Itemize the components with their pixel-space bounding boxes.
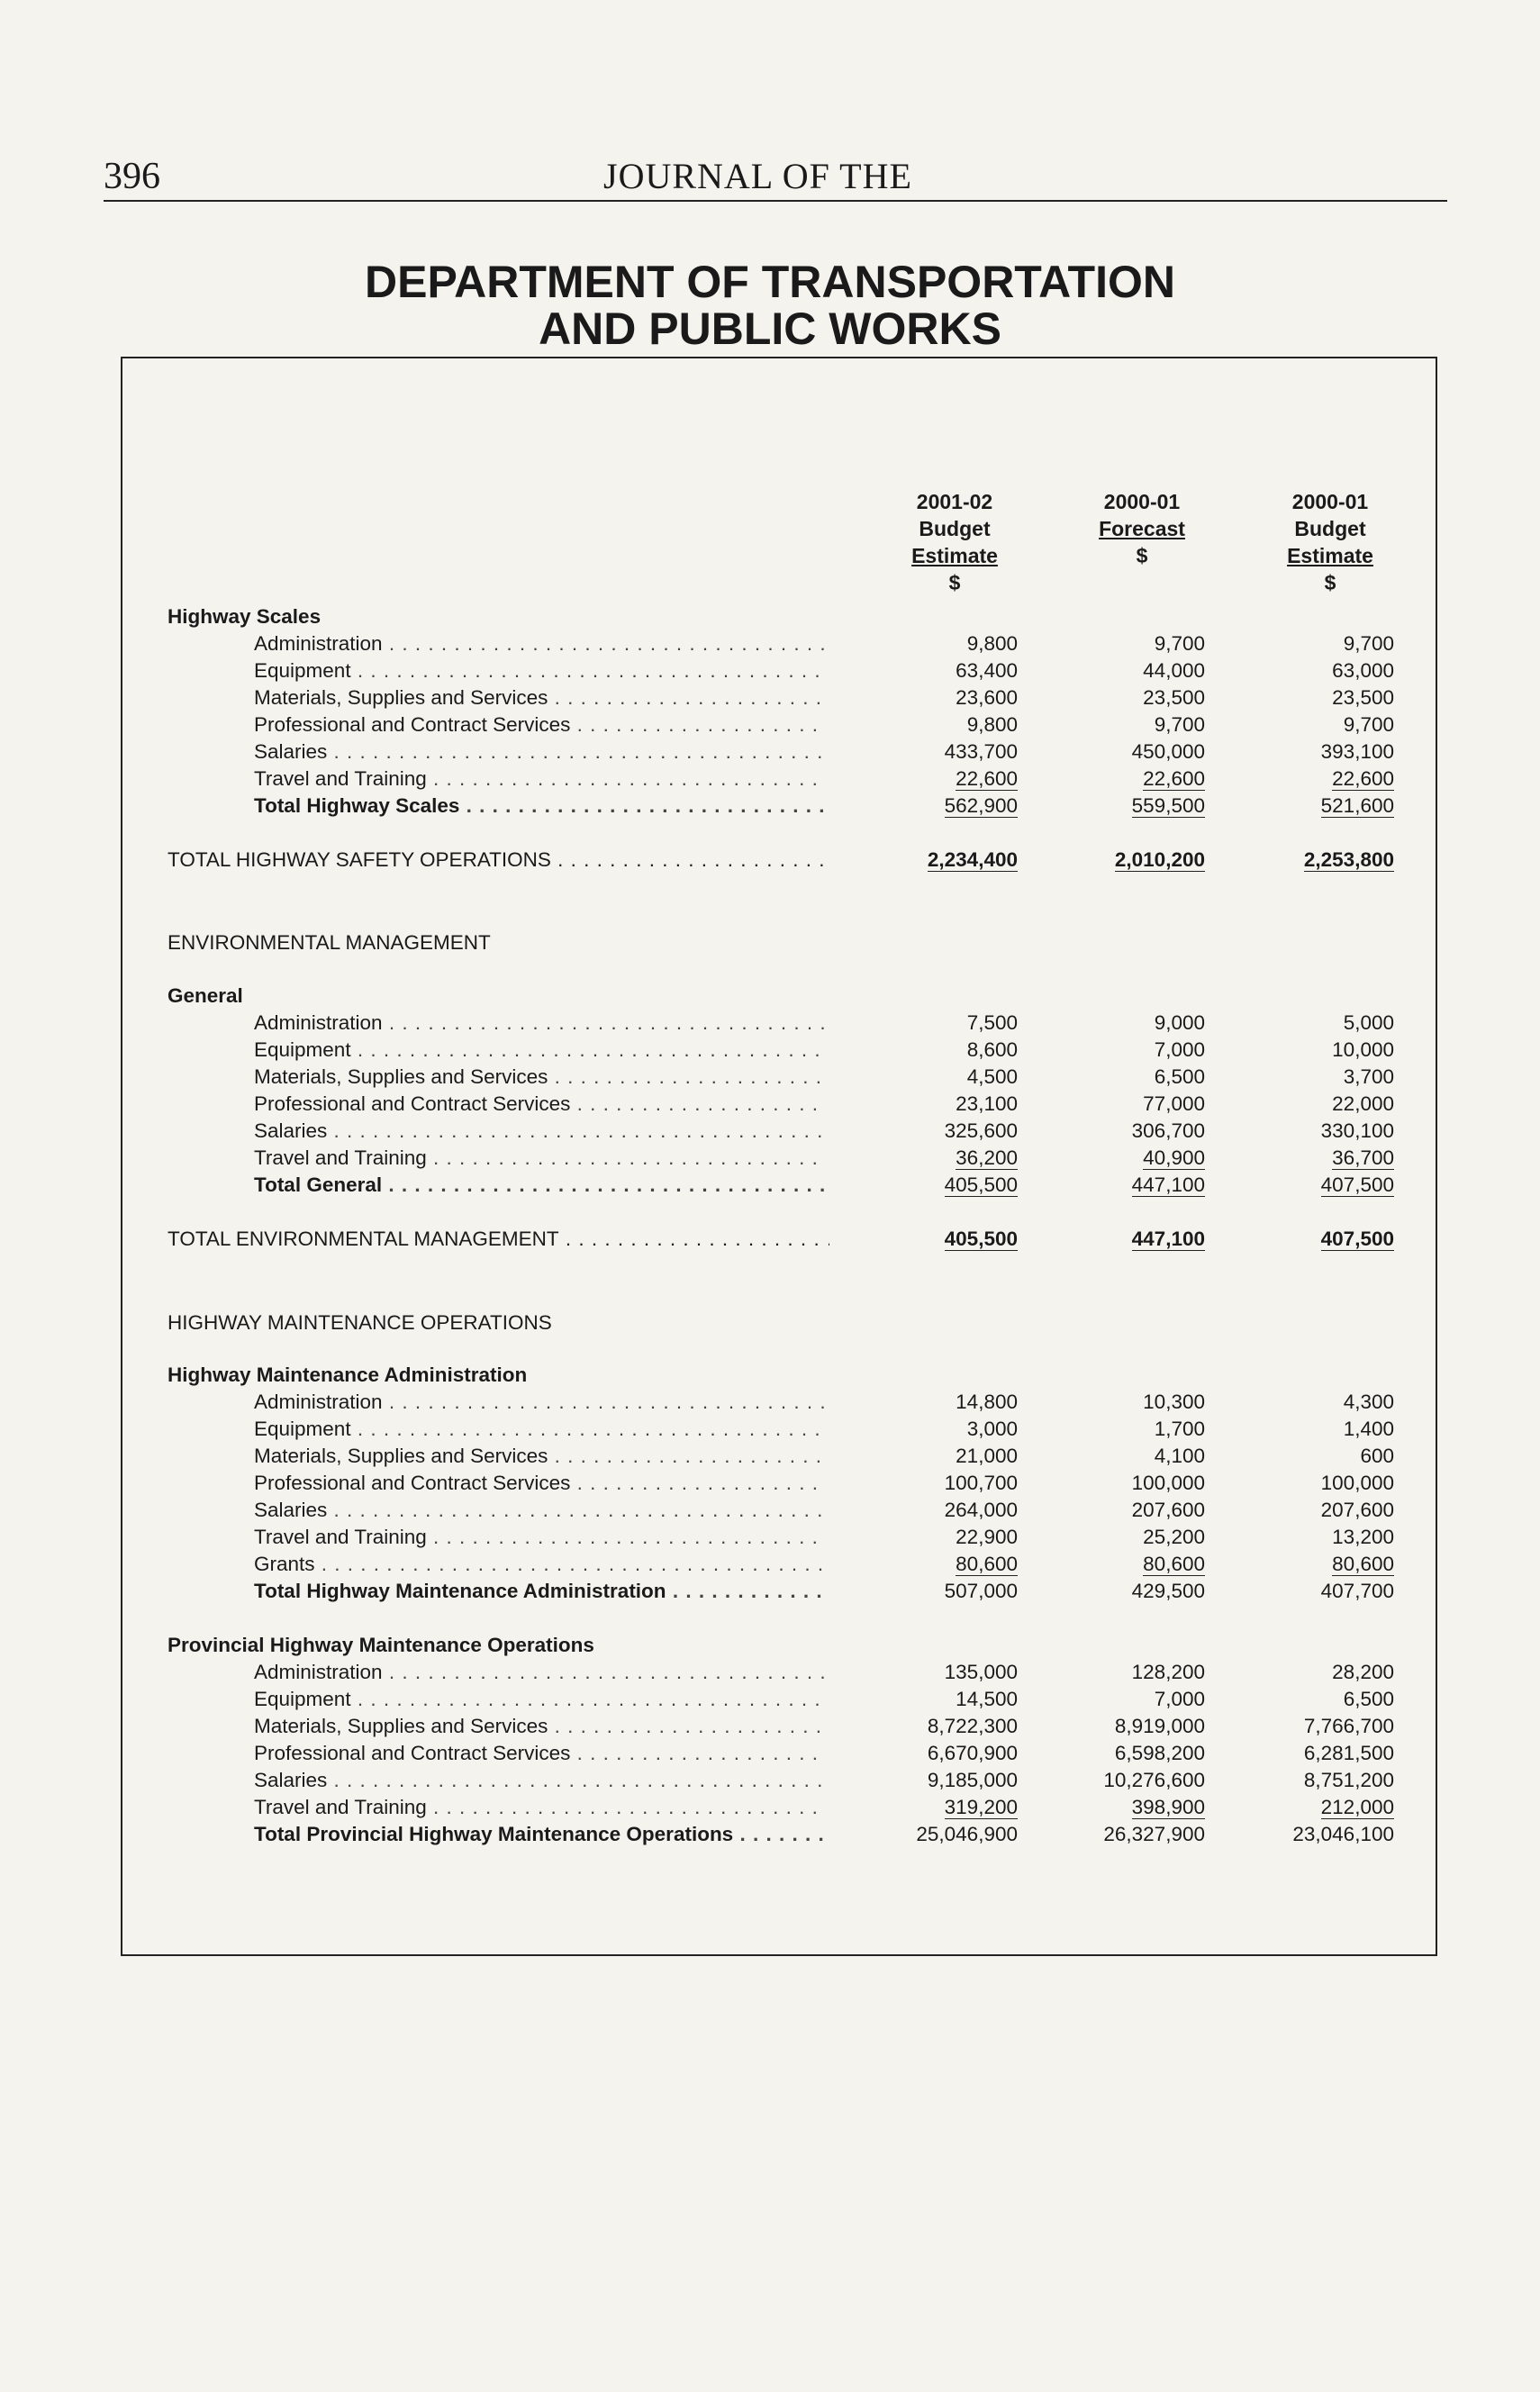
value-cell: 80,600: [1143, 1553, 1205, 1575]
row-label: Total Highway Scales . . .: [254, 793, 826, 820]
value-cell: 2,253,800: [1303, 848, 1394, 871]
line-item-row: [0, 766, 1540, 793]
grand-row: [0, 1226, 1540, 1253]
line-item-row: [0, 1443, 1540, 1470]
row-label: Total Provincial Highway Maintenance Operations . . .: [254, 1821, 826, 1848]
row-label: Equipment . . .: [254, 1416, 826, 1443]
line-item-row: [0, 1686, 1540, 1713]
line-item-row: [0, 684, 1540, 711]
row-label: Equipment . . .: [254, 1037, 826, 1064]
row-label: Highway Scales: [168, 605, 322, 628]
value-cell: 521,600: [1320, 794, 1394, 817]
line-item-row: [0, 1064, 1540, 1091]
line-item-row: [0, 738, 1540, 766]
value-cell: 264,000: [944, 1499, 1018, 1521]
value-cell: 100,000: [1320, 1472, 1394, 1494]
value-cell: 23,046,100: [1292, 1823, 1394, 1845]
page-header: [104, 155, 1447, 202]
value-cell: 2,010,200: [1114, 848, 1205, 871]
grand-row: [0, 847, 1540, 874]
row-label: Administration . . .: [254, 630, 826, 657]
row-label: Travel and Training . . .: [254, 1794, 826, 1821]
value-cell: 3,700: [1343, 1065, 1394, 1088]
value-cell: 4,100: [1154, 1445, 1205, 1467]
row-label: TOTAL HIGHWAY SAFETY OPERATIONS . . .: [168, 847, 829, 874]
subsection-row: [0, 603, 1540, 630]
row-label: Equipment . . .: [254, 657, 826, 684]
line-item-row: [0, 1416, 1540, 1443]
line-item-row: [0, 1497, 1540, 1524]
value-cell: 100,700: [944, 1472, 1018, 1494]
value-cell: 1,400: [1343, 1418, 1394, 1440]
value-cell: 44,000: [1143, 659, 1205, 682]
row-label: TOTAL ENVIRONMENTAL MANAGEMENT . . .: [168, 1226, 829, 1253]
row-label: Materials, Supplies and Services . . .: [254, 1713, 826, 1740]
value-cell: 80,600: [1332, 1553, 1394, 1575]
value-cell: 8,751,200: [1303, 1769, 1394, 1791]
section-row: [0, 1309, 1540, 1336]
value-cell: 407,500: [1320, 1173, 1394, 1196]
value-cell: 429,500: [1131, 1580, 1205, 1602]
value-cell: 23,500: [1143, 686, 1205, 709]
row-label: General: [168, 984, 243, 1007]
value-cell: 6,281,500: [1303, 1742, 1394, 1764]
value-cell: 10,000: [1332, 1038, 1394, 1061]
value-cell: 63,000: [1332, 659, 1394, 682]
value-cell: 6,500: [1343, 1688, 1394, 1710]
value-cell: 9,700: [1154, 632, 1205, 655]
value-cell: 559,500: [1131, 794, 1205, 817]
value-cell: 9,185,000: [927, 1769, 1018, 1791]
value-cell: 36,700: [1332, 1146, 1394, 1169]
value-cell: 306,700: [1131, 1119, 1205, 1142]
row-label: Materials, Supplies and Services . . .: [254, 1443, 826, 1470]
value-cell: 10,276,600: [1103, 1769, 1205, 1791]
value-cell: 135,000: [944, 1661, 1018, 1683]
value-cell: 6,598,200: [1114, 1742, 1205, 1764]
line-item-row: [0, 711, 1540, 738]
value-cell: 4,500: [966, 1065, 1018, 1088]
row-label: Provincial Highway Maintenance Operations: [168, 1634, 594, 1656]
line-item-row: [0, 1010, 1540, 1037]
value-cell: 25,200: [1143, 1526, 1205, 1548]
total-row: [0, 1578, 1540, 1605]
row-label: Administration . . .: [254, 1659, 826, 1686]
value-cell: 14,500: [956, 1688, 1018, 1710]
column-header-2001-02-budget: 2001-02 Budget Estimate $: [911, 490, 998, 594]
value-cell: 4,300: [1343, 1391, 1394, 1413]
row-label: Travel and Training . . .: [254, 1145, 826, 1172]
value-cell: 10,300: [1143, 1391, 1205, 1413]
value-cell: 6,500: [1154, 1065, 1205, 1088]
value-cell: 562,900: [944, 794, 1018, 817]
line-item-row: [0, 657, 1540, 684]
value-cell: 330,100: [1320, 1119, 1394, 1142]
value-cell: 7,766,700: [1303, 1715, 1394, 1737]
value-cell: 23,600: [956, 686, 1018, 709]
value-cell: 23,100: [956, 1092, 1018, 1115]
value-cell: 405,500: [944, 1228, 1018, 1250]
value-cell: 507,000: [944, 1580, 1018, 1602]
row-label: Salaries . . .: [254, 1118, 826, 1145]
value-cell: 22,600: [1143, 767, 1205, 790]
row-label: Total Highway Maintenance Administration . . .: [254, 1578, 826, 1605]
row-label: Administration . . .: [254, 1389, 826, 1416]
value-cell: 1,700: [1154, 1418, 1205, 1440]
line-item-row: [0, 630, 1540, 657]
value-cell: 9,800: [966, 713, 1018, 736]
value-cell: 207,600: [1131, 1499, 1205, 1521]
line-item-row: [0, 1794, 1540, 1821]
subsection-row: [0, 1362, 1540, 1389]
row-label: Professional and Contract Services . . .: [254, 1470, 826, 1497]
value-cell: 393,100: [1320, 740, 1394, 763]
value-cell: 9,800: [966, 632, 1018, 655]
page-number: 396: [104, 156, 160, 197]
value-cell: 450,000: [1131, 740, 1205, 763]
value-cell: 8,600: [966, 1038, 1018, 1061]
value-cell: 128,200: [1131, 1661, 1205, 1683]
row-label: Professional and Contract Services . . .: [254, 1091, 826, 1118]
value-cell: 433,700: [944, 740, 1018, 763]
line-item-row: [0, 1740, 1540, 1767]
line-item-row: [0, 1470, 1540, 1497]
value-cell: 405,500: [944, 1173, 1018, 1196]
value-cell: 22,000: [1332, 1092, 1394, 1115]
value-cell: 9,700: [1343, 713, 1394, 736]
row-label: Administration . . .: [254, 1010, 826, 1037]
value-cell: 207,600: [1320, 1499, 1394, 1521]
row-label: Total General . . .: [254, 1172, 826, 1199]
line-item-row: [0, 1659, 1540, 1686]
department-title: DEPARTMENT OF TRANSPORTATION: [365, 257, 1175, 307]
row-label: Equipment . . .: [254, 1686, 826, 1713]
value-cell: 600: [1360, 1445, 1394, 1467]
subsection-row: [0, 983, 1540, 1010]
value-cell: 325,600: [944, 1119, 1018, 1142]
value-cell: 36,200: [956, 1146, 1018, 1169]
value-cell: 8,722,300: [927, 1715, 1018, 1737]
value-cell: 100,000: [1131, 1472, 1205, 1494]
value-cell: 22,600: [1332, 767, 1394, 790]
line-item-row: [0, 1524, 1540, 1551]
row-label: Highway Maintenance Administration: [168, 1364, 528, 1386]
value-cell: 212,000: [1320, 1796, 1394, 1818]
value-cell: 5,000: [1343, 1011, 1394, 1034]
row-label: Professional and Contract Services . . .: [254, 1740, 826, 1767]
value-cell: 9,700: [1343, 632, 1394, 655]
total-row: [0, 793, 1540, 820]
value-cell: 21,000: [956, 1445, 1018, 1467]
row-label: Travel and Training . . .: [254, 1524, 826, 1551]
department-subtitle: AND PUBLIC WORKS: [539, 304, 1001, 354]
line-item-row: [0, 1118, 1540, 1145]
value-cell: 13,200: [1332, 1526, 1394, 1548]
value-cell: 9,000: [1154, 1011, 1205, 1034]
value-cell: 398,900: [1131, 1796, 1205, 1818]
line-item-row: [0, 1767, 1540, 1794]
total-row: [0, 1172, 1540, 1199]
row-label: Materials, Supplies and Services . . .: [254, 1064, 826, 1091]
value-cell: 22,900: [956, 1526, 1018, 1548]
line-item-row: [0, 1091, 1540, 1118]
value-cell: 40,900: [1143, 1146, 1205, 1169]
subsection-row: [0, 1632, 1540, 1659]
value-cell: 77,000: [1143, 1092, 1205, 1115]
column-header-2000-01-budget: 2000-01 Budget Estimate $: [1287, 490, 1373, 594]
value-cell: 14,800: [956, 1391, 1018, 1413]
value-cell: 6,670,900: [927, 1742, 1018, 1764]
line-item-row: [0, 1389, 1540, 1416]
value-cell: 7,000: [1154, 1688, 1205, 1710]
row-label: Grants . . .: [254, 1551, 826, 1578]
row-label: Salaries . . .: [254, 1767, 826, 1794]
row-label: Salaries . . .: [254, 1497, 826, 1524]
row-label: Materials, Supplies and Services . . .: [254, 684, 826, 711]
column-header-2000-01-forecast: 2000-01 Forecast $: [1099, 490, 1185, 567]
row-label: ENVIRONMENTAL MANAGEMENT: [168, 931, 491, 954]
value-cell: 447,100: [1131, 1173, 1205, 1196]
row-label: Travel and Training . . .: [254, 766, 826, 793]
value-cell: 2,234,400: [927, 848, 1018, 871]
row-label: Salaries . . .: [254, 738, 826, 766]
row-label: HIGHWAY MAINTENANCE OPERATIONS: [168, 1311, 552, 1334]
value-cell: 319,200: [944, 1796, 1018, 1818]
value-cell: 63,400: [956, 659, 1018, 682]
value-cell: 407,500: [1320, 1228, 1394, 1250]
value-cell: 9,700: [1154, 713, 1205, 736]
value-cell: 7,000: [1154, 1038, 1205, 1061]
value-cell: 80,600: [956, 1553, 1018, 1575]
value-cell: 7,500: [966, 1011, 1018, 1034]
line-item-row: [0, 1551, 1540, 1578]
section-row: [0, 929, 1540, 956]
line-item-row: [0, 1037, 1540, 1064]
journal-title: JOURNAL OF THE: [603, 156, 912, 196]
value-cell: 22,600: [956, 767, 1018, 790]
value-cell: 28,200: [1332, 1661, 1394, 1683]
line-item-row: [0, 1713, 1540, 1740]
value-cell: 26,327,900: [1103, 1823, 1205, 1845]
total-row: [0, 1821, 1540, 1848]
row-label: Professional and Contract Services . . .: [254, 711, 826, 738]
line-item-row: [0, 1145, 1540, 1172]
value-cell: 447,100: [1131, 1228, 1205, 1250]
value-cell: 3,000: [966, 1418, 1018, 1440]
value-cell: 407,700: [1320, 1580, 1394, 1602]
value-cell: 8,919,000: [1114, 1715, 1205, 1737]
value-cell: 25,046,900: [916, 1823, 1018, 1845]
value-cell: 23,500: [1332, 686, 1394, 709]
